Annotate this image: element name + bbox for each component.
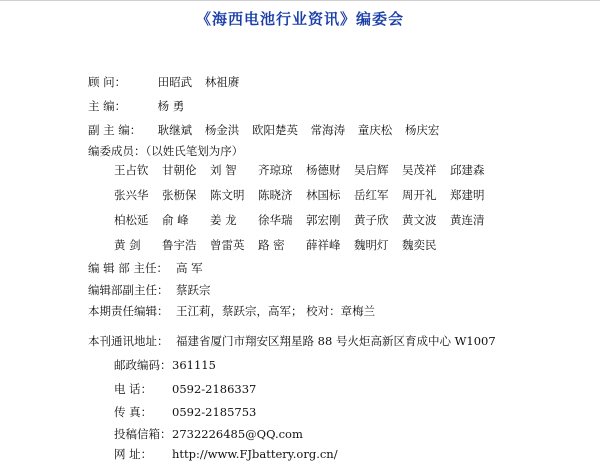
deputy-editor-name: 欧阳楚英 [251,123,298,137]
advisors-row [88,74,248,90]
member-name: 邱建森 [450,163,485,177]
editorial-deputy-label: 编辑部副主任： [88,283,169,297]
members-row [114,212,498,237]
member-name: 甘朝伦 [162,163,197,177]
member-name: 杨德财 [306,163,341,177]
chief-editor-name: 杨 勇 [157,99,185,113]
member-name: 柏松延 [114,213,149,227]
phone-row [114,381,256,397]
member-name: 鲁宇浩 [162,238,197,252]
members-label: 编委成员：（以姓氏笔划为序） [88,144,244,158]
member-name: 郭宏刚 [306,213,341,227]
editorial-director-label: 编 辑 部 主任： [88,261,168,275]
postal-code-value: 361115 [172,358,216,372]
member-name: 姜 龙 [210,213,237,227]
member-name: 曾雷英 [210,238,245,252]
deputy-editor-name: 耿继斌 [157,123,193,137]
member-name: 魏奕民 [402,238,437,252]
members-row [114,187,498,212]
member-name: 林国标 [306,188,341,202]
editorial-director-row [88,260,203,276]
member-name: 黄连清 [450,213,485,227]
member-name: 路 密 [258,238,285,252]
email-row [114,426,303,442]
fax-label: 传 真： [114,405,153,419]
postal-code-row [114,357,216,373]
chief-editor-label: 主 编： [88,99,127,113]
deputy-editor-name: 杨金洪 [204,123,240,137]
issue-editors-label: 本期责任编辑： [88,304,169,318]
member-name: 刘 智 [210,163,237,177]
issue-editors-row [88,303,375,319]
member-name: 周开礼 [402,188,437,202]
member-name: 岳红军 [354,188,389,202]
member-name: 黄子欣 [354,213,389,227]
editorial-deputy-value: 蔡跃宗 [176,283,211,297]
editorial-director-value: 高 军 [176,261,203,275]
email-label: 投稿信箱： [114,427,172,441]
member-name: 郑建明 [450,188,485,202]
member-name: 薛祥峰 [306,238,341,252]
member-name: 齐琼琼 [258,163,293,177]
member-name: 王占钦 [114,163,149,177]
email-value[interactable]: 2732226485@QQ.com [172,427,303,441]
deputy-editors-names [158,122,449,138]
website-link[interactable]: http://www.FJbattery.org.cn/ [172,447,338,461]
issue-editors-value: 王江莉，蔡跃宗，高军； 校对：章梅兰 [176,304,376,318]
postal-code-label: 邮政编码： [114,358,172,372]
advisor-name: 田昭武 [157,75,193,89]
chief-editor-names [158,98,194,114]
website-label: 网 址： [114,447,153,461]
chief-editor-row [88,98,193,114]
fax-row [114,404,256,420]
page-title: 《海西电池行业资讯》编委会 [195,10,404,28]
member-name: 吴启辉 [354,163,389,177]
member-name: 张枥保 [162,188,197,202]
member-name: 黄 剑 [114,238,141,252]
member-name: 陈文明 [210,188,245,202]
address-label: 本刊通讯地址： [88,334,169,348]
members-row [114,162,498,187]
address-row [88,333,496,349]
member-name: 黄文波 [402,213,437,227]
top-divider [0,0,600,1]
member-name: 陈晓济 [258,188,293,202]
deputy-editors-label: 副 主 编： [88,123,142,137]
deputy-editor-name: 杨庆宏 [404,123,440,137]
address-value: 福建省厦门市翔安区翔星路 88 号火炬高新区育成中心 W1007 [176,334,496,348]
phone-label: 电 话： [114,382,153,396]
editorial-deputy-row [88,282,211,298]
deputy-editor-name: 童庆松 [357,123,393,137]
member-name: 吴茂祥 [402,163,437,177]
deputy-editors-row [88,122,448,138]
deputy-editor-name: 常海涛 [310,123,346,137]
members-row [114,237,498,262]
fax-value: 0592-2185753 [172,405,257,419]
advisor-name: 林祖赓 [204,75,240,89]
advisors-label: 顾 问： [88,75,127,89]
members-grid [114,162,498,262]
member-name: 徐华瑞 [258,213,293,227]
member-name: 魏明灯 [354,238,389,252]
advisors-names [158,74,249,90]
member-name: 张兴华 [114,188,149,202]
member-name: 俞 峰 [162,213,189,227]
phone-value: 0592-2186337 [172,382,257,396]
